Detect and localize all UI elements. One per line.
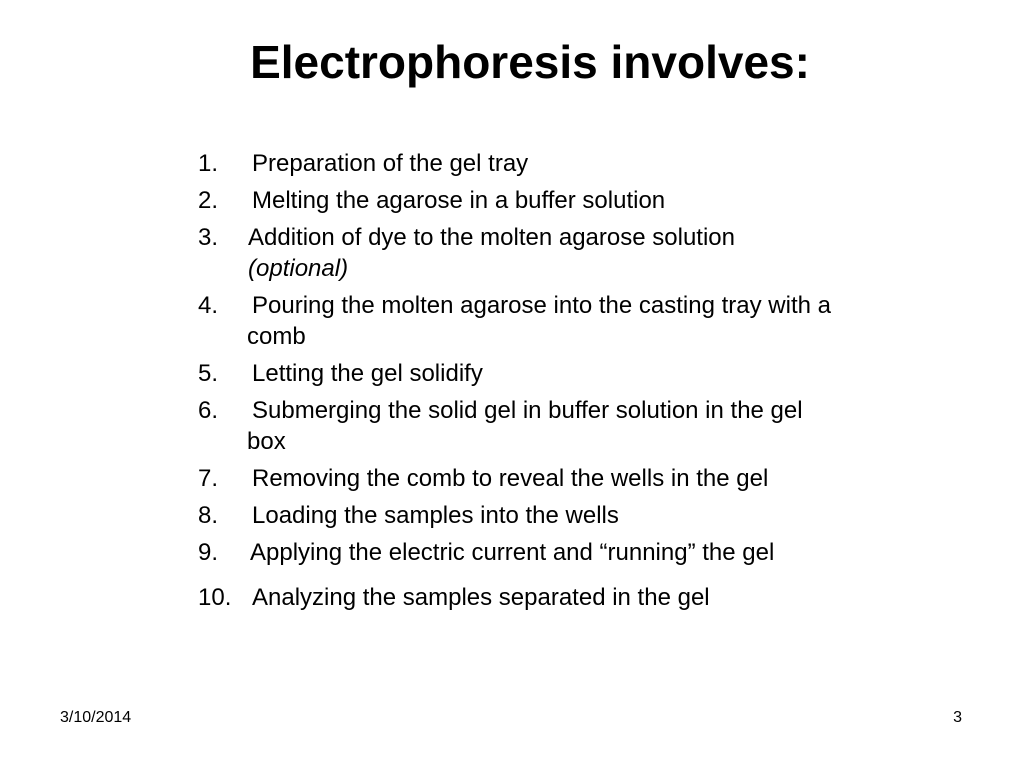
step-number: 9. bbox=[198, 539, 219, 566]
list-item bbox=[198, 290, 958, 352]
step-text: Submerging the solid gel in buffer solution in the gel bbox=[252, 397, 803, 424]
step-text: Addition of dye to the molten agarose solution bbox=[248, 224, 735, 251]
page-number: 3 bbox=[953, 709, 962, 726]
step-text: Melting the agarose in a buffer solution bbox=[252, 187, 666, 214]
step-number: 3. bbox=[198, 224, 219, 251]
step-text: Applying the electric current and “running” the gel bbox=[250, 539, 775, 566]
list-item bbox=[198, 222, 958, 284]
list-item bbox=[198, 185, 958, 216]
step-number: 5. bbox=[198, 360, 219, 387]
list-item bbox=[198, 500, 958, 531]
step-number: 4. bbox=[198, 292, 219, 319]
list-item bbox=[198, 395, 958, 457]
step-text: Removing the comb to reveal the wells in the gel bbox=[252, 465, 769, 492]
list-item bbox=[198, 582, 958, 613]
step-text: Pouring the molten agarose into the casting tray with a bbox=[252, 292, 831, 319]
list-item bbox=[198, 537, 958, 568]
steps-list bbox=[198, 148, 958, 613]
step-continuation: comb bbox=[247, 323, 306, 350]
step-number: 6. bbox=[198, 397, 219, 424]
list-item bbox=[198, 358, 958, 389]
slide-title: Electrophoresis involves: bbox=[250, 36, 810, 88]
list-item bbox=[198, 463, 958, 494]
step-text: Letting the gel solidify bbox=[252, 360, 483, 387]
list-item bbox=[198, 148, 958, 179]
step-number: 1. bbox=[198, 150, 219, 177]
step-number: 8. bbox=[198, 502, 219, 529]
footer-date: 3/10/2014 bbox=[60, 709, 132, 726]
step-number: 2. bbox=[198, 187, 219, 214]
step-text: Analyzing the samples separated in the gel bbox=[252, 584, 710, 611]
step-continuation: box bbox=[247, 428, 286, 455]
step-number: 10. bbox=[198, 584, 232, 611]
step-note: (optional) bbox=[248, 255, 349, 282]
step-text: Preparation of the gel tray bbox=[252, 150, 529, 177]
step-number: 7. bbox=[198, 465, 219, 492]
step-text: Loading the samples into the wells bbox=[252, 502, 619, 529]
